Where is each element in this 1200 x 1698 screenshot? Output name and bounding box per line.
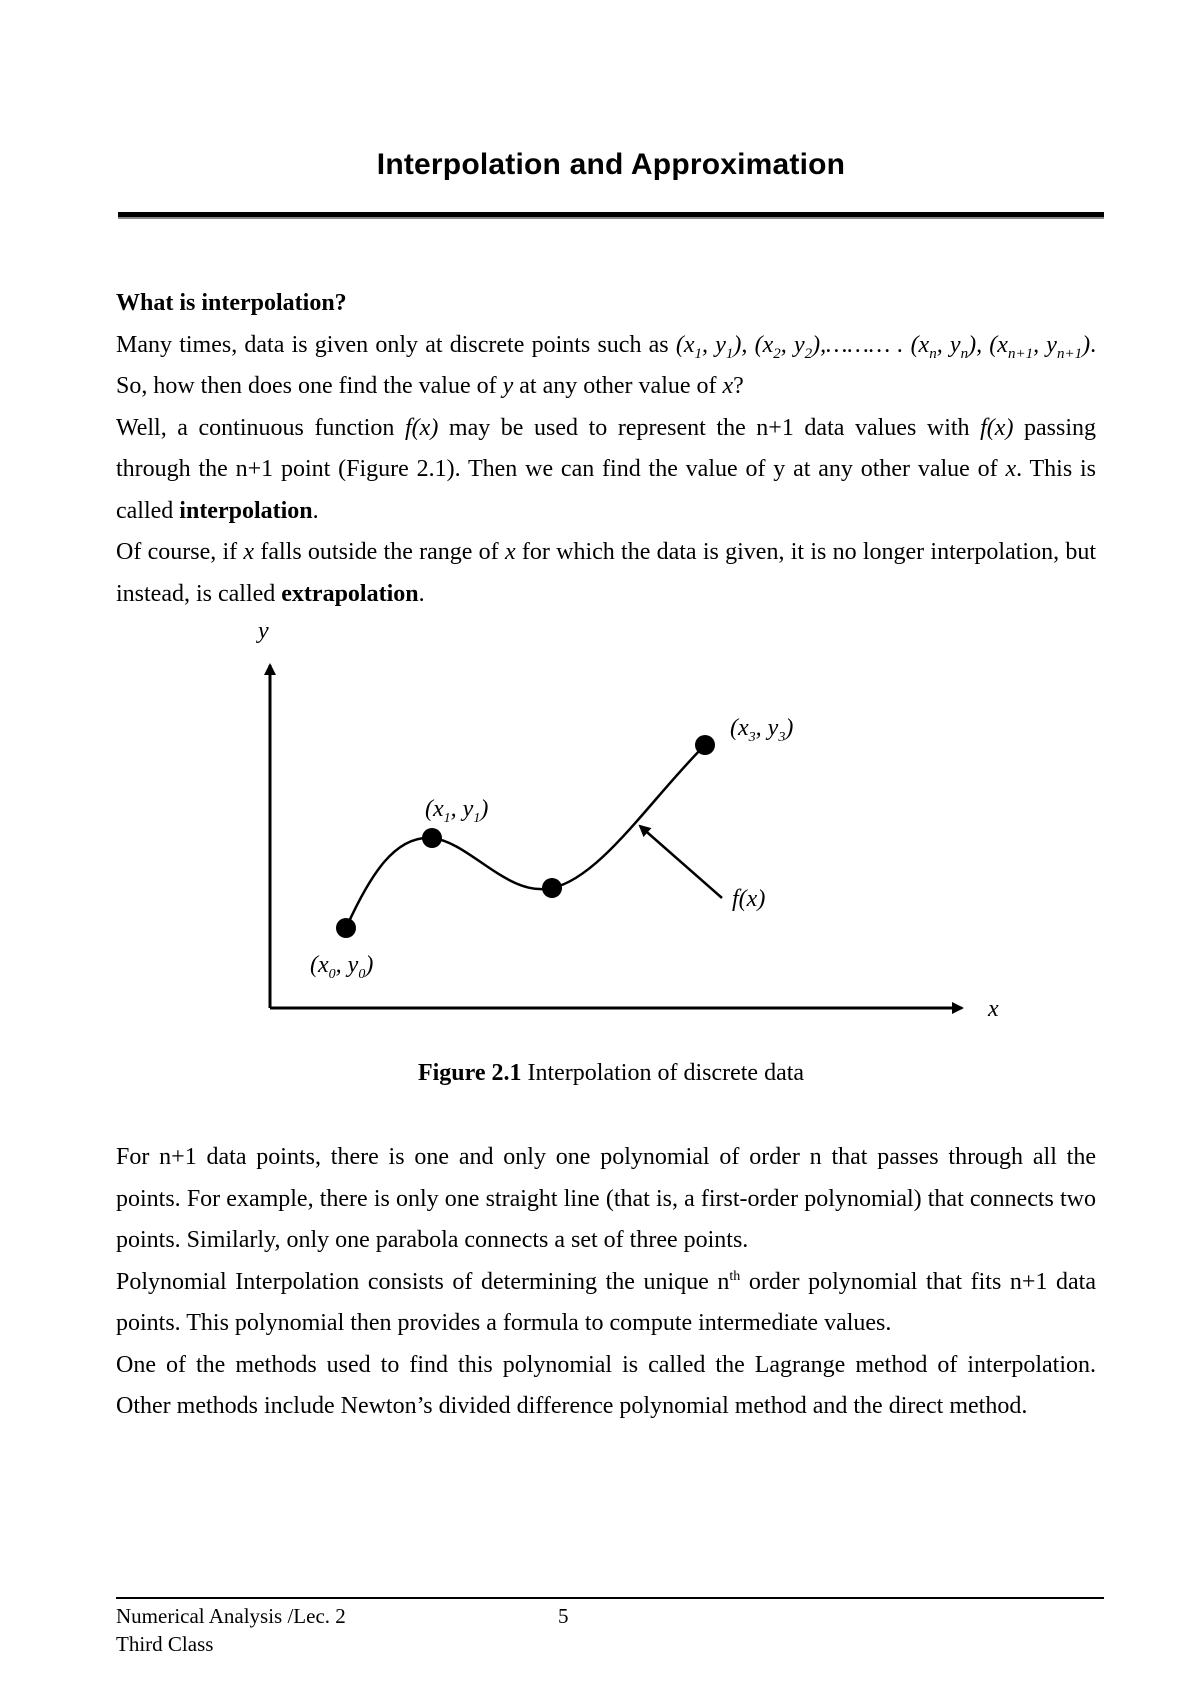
point-label-x1-y1: ($x_1$, $y_1$) [425, 796, 489, 826]
text-run: order polynomial that fits n+1 data points. This polynomial then provides a formula to compute intermediate values. [116, 1268, 1097, 1336]
paragraph-extrapolation [116, 532, 1096, 615]
data-point-3 [695, 735, 715, 755]
var-fx: f(x) [405, 414, 439, 441]
text-run: Well, a continuous function [116, 414, 406, 441]
y-axis-label: y [258, 618, 269, 644]
section-polynomial [116, 1137, 1096, 1428]
text-run: may be used to represent the n+1 data values with [438, 414, 981, 441]
text-run: . This is called [116, 456, 1096, 524]
point-label-x0-y0: ($x_0$, $y_0$) [310, 952, 374, 982]
x-axis-label: x [988, 996, 999, 1022]
footer-class: Third Class [116, 1632, 214, 1656]
data-point-0 [336, 918, 356, 938]
point-label-x3-y3: ($x_3$, $y_3$) [730, 715, 794, 745]
term-interpolation: interpolation [179, 497, 313, 524]
data-point-2 [542, 878, 562, 898]
text-run: falls outside the range of [254, 539, 505, 565]
data-point-1 [422, 828, 442, 848]
caption-number: Figure 2.1 [417, 1060, 522, 1086]
curve-pointer-arrow [640, 826, 722, 898]
superscript-th: th [729, 1268, 741, 1284]
footer-course-info [116, 1602, 346, 1658]
text-run: Many times, data is given only at discrete points such as [116, 331, 676, 358]
var-x: x [1005, 456, 1017, 482]
caption-text: Interpolation of discrete data [521, 1060, 805, 1086]
paragraph-continuous-function [116, 408, 1096, 533]
var-fx: f(x) [980, 414, 1014, 441]
section-heading: What is interpolation? [116, 290, 347, 316]
footer-course: Numerical Analysis /Lec. 2 [116, 1604, 346, 1628]
points-list: ($x_1$, $y_1$), ($x_2$, $y_2),\dots\dots\dots$ . ($x_n$, $y_n$), ($x_{n+1}$, $y_{n+1}$) [675, 331, 1091, 362]
text-run: for which the data is given, it is no longer interpolation, but instead, is called [116, 539, 1096, 607]
paragraph-polynomial-interpolation [116, 1262, 1096, 1345]
paragraph-discrete-points [116, 325, 1096, 408]
text-run: Of course, if [116, 539, 244, 565]
curve-label-fx: f(x) [732, 886, 766, 912]
text-run: . So, how then does one find the value of [116, 331, 1097, 399]
page-number: 5 [558, 1604, 569, 1628]
figure-caption [120, 1060, 1102, 1087]
var-x: x [504, 539, 516, 565]
var-y: y [502, 373, 514, 399]
section-intro [116, 283, 1096, 615]
text-run: . [418, 580, 425, 607]
var-x: x [722, 373, 734, 399]
var-x: x [243, 539, 255, 565]
text-run: ? [733, 373, 744, 399]
text-run: Polynomial Interpolation consists of determining the unique n [116, 1268, 730, 1295]
paragraph-methods: One of the methods used to find this polynomial is called the Lagrange method of interpolation. Other methods include Newton’s divided difference polynomial method and the direct method. [116, 1351, 1096, 1419]
page-title: Interpolation and Approximation [376, 148, 846, 181]
text-run: passing through the n+1 point (Figure 2.1). Then we can find the value of y at any other value of [116, 414, 1097, 482]
title-divider [118, 212, 1104, 219]
paragraph-unique-polynomial: For n+1 data points, there is one and only one polynomial of order n that passes through all the points. For example, there is only one straight line (that is, a first-order polynomial) that connects two points. Similarly, only one parabola connects a set of three points. [116, 1144, 1096, 1253]
text-run: at any other value of [513, 373, 723, 399]
term-extrapolation: extrapolation [281, 580, 419, 607]
text-run: . [312, 497, 319, 524]
interpolating-curve [346, 745, 705, 928]
footer-divider [116, 1597, 1104, 1599]
